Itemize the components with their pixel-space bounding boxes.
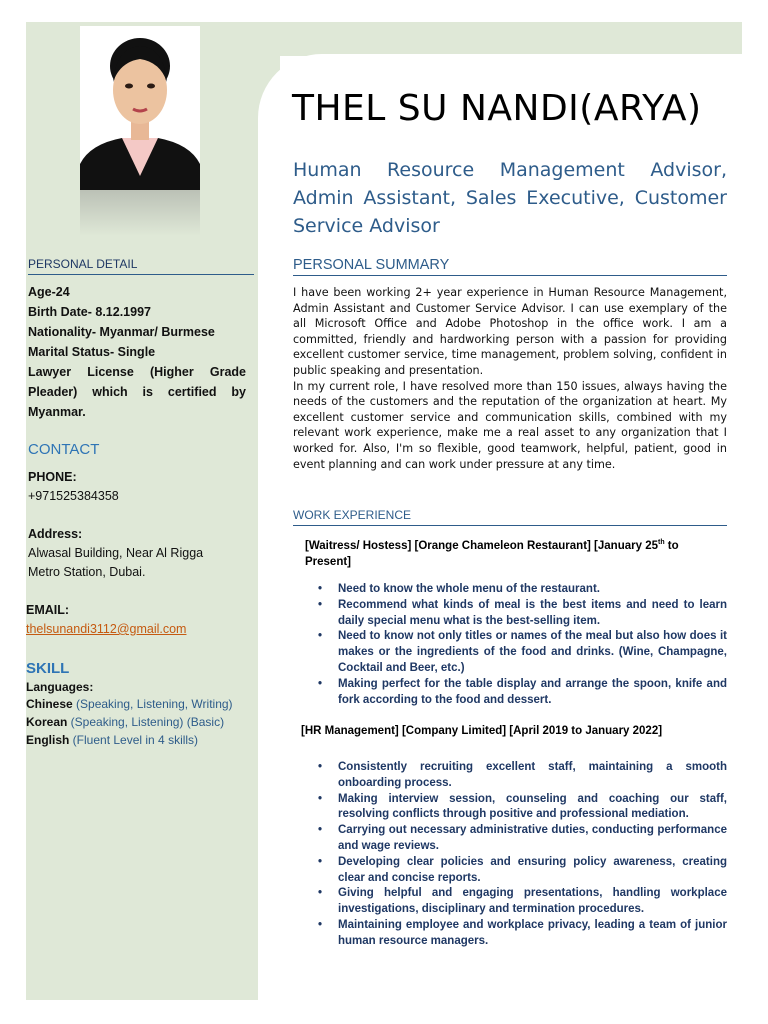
summary-heading: PERSONAL SUMMARY <box>293 257 450 273</box>
job1-title-to: to <box>664 539 679 552</box>
language-detail: (Speaking, Listening, Writing) <box>72 697 233 711</box>
job1-title <box>305 535 725 570</box>
address-line-1: Alwasal Building, Near Al Rigga <box>28 546 204 560</box>
job2-bullets <box>318 760 727 950</box>
list-item: • Making interview session, counseling and coaching our staff, resolving conflicts through positive and professional mediation. <box>338 792 727 824</box>
list-item: • Developing clear policies and ensuring policy awareness, creating clear and concise reports. <box>338 855 727 887</box>
job1-title-line-1 <box>305 535 725 554</box>
personal-detail-heading: PERSONAL DETAIL <box>28 257 138 271</box>
marital-label: Marital Status- <box>28 345 115 359</box>
age-text: Age-24 <box>28 285 70 299</box>
language-name: Chinese <box>26 697 73 711</box>
phone-label: PHONE: <box>28 470 77 484</box>
language-detail: (Speaking, Listening) (Basic) <box>67 715 225 729</box>
birth-date-text: Birth Date- 8.12.1997 <box>28 305 151 319</box>
address-line-2: Metro Station, Dubai. <box>28 565 146 579</box>
phone-number[interactable]: +971525384358 <box>28 489 119 503</box>
job1-bullets <box>318 582 727 708</box>
personal-detail-rule <box>28 274 254 275</box>
job1-title-text: [Waitress/ Hostess] [Orange Chameleon Restaurant] [January 25 <box>305 539 658 552</box>
languages-label: Languages: <box>26 680 94 694</box>
candidate-name: THEL SU NANDI(ARYA) <box>292 88 702 129</box>
list-item: • Recommend what kinds of meal is the best items and need to learn daily special menu what is the best-selling item. <box>338 598 727 630</box>
email-label: EMAIL: <box>26 603 70 617</box>
summary-text <box>293 285 727 472</box>
skill-heading: SKILL <box>26 660 70 677</box>
top-band <box>196 22 742 56</box>
job1-title-line-2: Present] <box>305 555 352 568</box>
work-heading: WORK EXPERIENCE <box>293 508 412 522</box>
language-item <box>26 695 233 713</box>
personal-details <box>28 282 246 422</box>
photo-reflection <box>80 190 200 236</box>
portrait-illustration <box>80 26 200 190</box>
list-item: • Making perfect for the table display and arrange the spoon, knife and fork according to the food and dessert. <box>338 677 727 709</box>
nationality-value: Myanmar/ Burmese <box>96 325 215 339</box>
list-item: • Consistently recruiting excellent staff, maintaining a smooth onboarding process. <box>338 760 727 792</box>
email-link[interactable]: thelsunandi3112@gmail.com <box>26 622 187 636</box>
job2-title: [HR Management] [Company Limited] [April 2019 to January 2022] <box>301 725 663 737</box>
language-name: English <box>26 733 70 747</box>
work-rule <box>293 525 727 526</box>
contact-heading: CONTACT <box>28 441 100 458</box>
headline: Human Resource Management Advisor, Admin Assistant, Sales Executive, Customer Service Advisor <box>293 159 727 237</box>
list-item: • Giving helpful and engaging presentations, handling workplace investigations, disciplinary and termination procedures. <box>338 886 727 918</box>
nationality-row <box>28 322 246 342</box>
marital-value: Single <box>114 345 156 359</box>
languages-list <box>26 695 233 749</box>
nationality-label: Nationality- <box>28 325 97 339</box>
summary-paragraph-2: In my current role, I have resolved more than 150 issues, always having the needs of the customers and the reputation of the organization at heart. My excellent customer service and communication skills, combined with my relevant work experience, make me a real asset to any organization that I worked for. Also, I'm so flexible, good teamwork, helpful, patient, good in event planning and can work under pressure at any time. <box>293 379 727 471</box>
language-item <box>26 713 233 731</box>
profile-photo <box>80 26 200 190</box>
license-line-3: Myanmar. <box>28 405 86 419</box>
marital-row <box>28 342 246 362</box>
language-name: Korean <box>26 715 68 729</box>
language-detail: (Fluent Level in 4 skills) <box>69 733 199 747</box>
list-item: • Maintaining employee and workplace privacy, leading a team of junior human resource managers. <box>338 918 727 950</box>
job1-title-sup: th <box>658 539 665 546</box>
license-line-2: Pleader) which is certified by <box>28 385 246 399</box>
list-item: • Need to know not only titles or names of the meal but also how does it makes or the ingredients of the food and drinks. (Wine, Champagne, Cocktail and Beer, etc.) <box>338 629 727 676</box>
address-label: Address: <box>28 527 83 541</box>
language-item <box>26 731 233 749</box>
license-line-1: Lawyer License (Higher Grade <box>28 365 246 379</box>
list-item: • Need to know the whole menu of the restaurant. <box>338 582 727 598</box>
summary-rule <box>293 275 727 276</box>
summary-paragraph-1: I have been working 2+ year experience in Human Resource Management, Admin Assistant and Customer Service Advisor. I can use exemplary of the all Microsoft Office and Adobe Photoshop in the office work. I am a committed, friendly and hardworking person with a passion for providing excellent customer service, time management, problem solving, confident in public speaking and presentation. <box>293 286 727 377</box>
list-item: • Carrying out necessary administrative duties, conducting performance and wage reviews. <box>338 823 727 855</box>
